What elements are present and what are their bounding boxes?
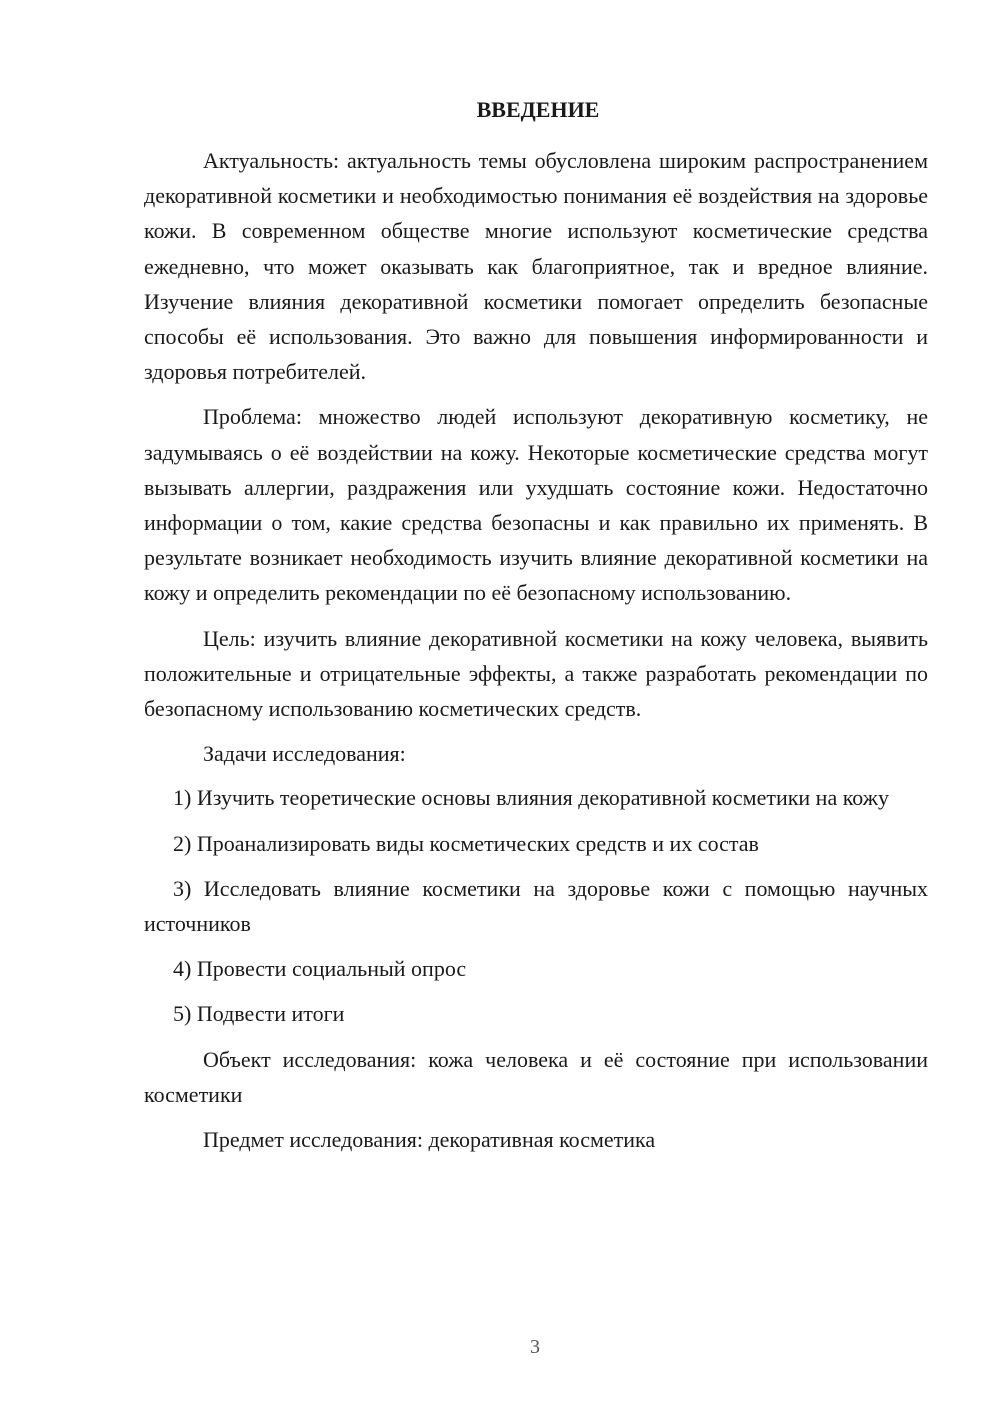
paragraph-subject: Предмет исследования: декоративная косметика xyxy=(203,1127,656,1153)
document-page xyxy=(144,92,928,1167)
paragraph-goal: Цель: изучить влияние декоративной косметики на кожу человека, выявить положительные и отрицательные эффекты, а также разработать рекомендации по безопасному использованию косметических средств. xyxy=(144,625,928,722)
task-item-4: 4) Провести социальный опрос xyxy=(173,956,467,982)
paragraph-tasks-heading: Задачи исследования: xyxy=(203,741,406,767)
task-item-1: 1) Изучить теоретические основы влияния декоративной косметики на кожу xyxy=(173,785,889,811)
paragraph-relevance: Актуальность: актуальность темы обусловлена широким распространением декоративной косметики и необходимостью понимания её воздействия на здоровье кожи. В современном обществе многие используют косметические средства ежедневно, что может оказывать как благоприятное, так и вредное влияние. Изучение влияния декоративной косметики помогает определить безопасные способы её использования. Это важно для повышения информированности и здоровья потребителей. xyxy=(144,148,928,385)
paragraph-object: Объект исследования: кожа человека и её состояние при использовании косметики xyxy=(144,1046,928,1107)
page-number: 3 xyxy=(530,1336,540,1358)
task-item-5: 5) Подвести итоги xyxy=(173,1001,345,1027)
paragraph-problem: Проблема: множество людей используют декоративную косметику, не задумываясь о её воздействии на кожу. Некоторые косметические средства могут вызывать аллергии, раздражения или ухудшать состояние кожи. Недостаточно информации о том, какие средства безопасны и как правильно их применять. В результате возникает необходимость изучить влияние декоративной косметики на кожу и определить рекомендации по её безопасному использованию. xyxy=(144,404,928,606)
task-item-2: 2) Проанализировать виды косметических средств и их состав xyxy=(173,830,759,856)
task-item-3: 3) Исследовать влияние косметики на здоровье кожи с помощью научных источников xyxy=(144,875,928,937)
section-heading: ВВЕДЕНИЕ xyxy=(476,97,600,122)
